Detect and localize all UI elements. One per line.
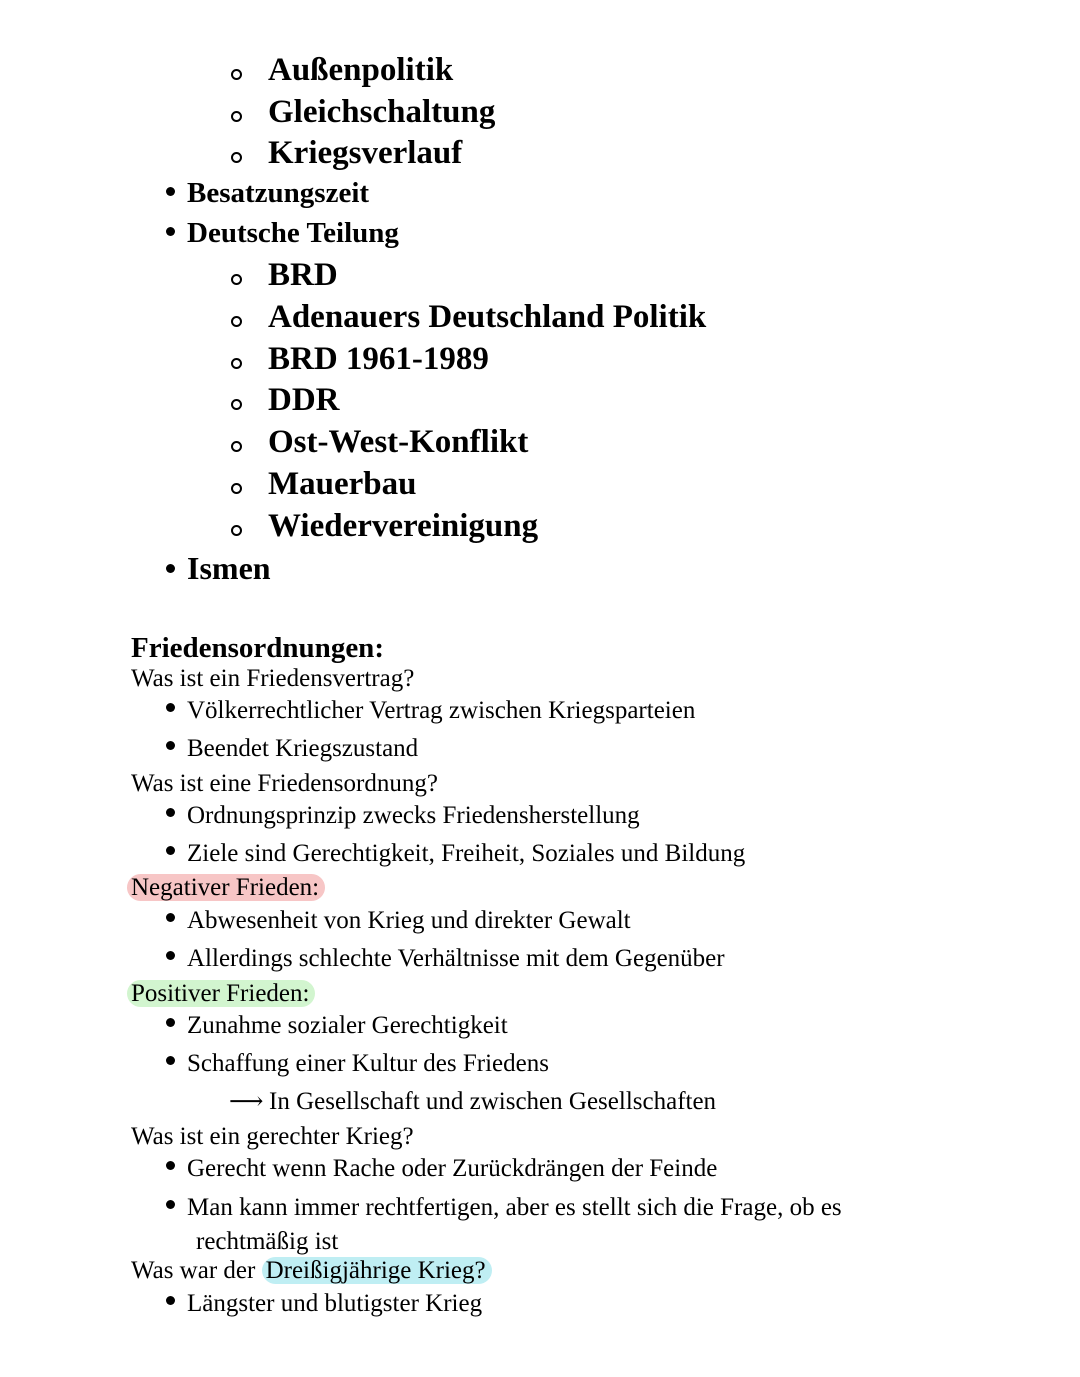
positive-highlight: Positiver Frieden: — [127, 980, 315, 1007]
question-highlight: Dreißigjährige Krieg? — [262, 1257, 492, 1284]
circle-bullet-icon — [231, 399, 242, 410]
bullet-dot-icon — [166, 808, 175, 817]
question-prefix: Was war der — [131, 1257, 262, 1284]
negative-peace-label — [131, 874, 325, 902]
negative-highlight: Negativer Frieden: — [127, 874, 325, 901]
circle-bullet-icon — [231, 69, 242, 80]
outline-sub-item: BRD 1961-1989 — [268, 341, 489, 377]
bullet-dot-icon — [166, 187, 175, 196]
outline-sub-item: Adenauers Deutschland Politik — [268, 299, 707, 335]
bullet-dot-icon — [166, 1161, 175, 1170]
bullet-dot-icon — [166, 1296, 175, 1305]
answer-point: Man kann immer rechtfertigen, aber es stellt sich die Frage, ob es — [187, 1194, 842, 1221]
positive-peace-label — [131, 980, 315, 1008]
outline-bullet-item: Ismen — [187, 550, 271, 586]
circle-bullet-icon — [231, 441, 242, 452]
answer-point: Ziele sind Gerechtigkeit, Freiheit, Soziales und Bildung — [187, 840, 746, 867]
question-text — [131, 1257, 492, 1285]
bullet-dot-icon — [166, 913, 175, 922]
circle-bullet-icon — [231, 152, 242, 163]
bullet-dot-icon — [166, 564, 175, 573]
circle-bullet-icon — [231, 274, 242, 285]
circle-bullet-icon — [231, 316, 242, 327]
answer-point: Ordnungsprinzip zwecks Friedensherstellung — [187, 802, 640, 829]
answer-point: Längster und blutigster Krieg — [187, 1290, 483, 1317]
outline-sub-item: Ost-West-Konflikt — [268, 424, 529, 460]
bullet-dot-icon — [166, 227, 175, 236]
outline-sub-item: DDR — [268, 382, 340, 418]
bullet-dot-icon — [166, 1200, 175, 1209]
answer-point: Allerdings schlechte Verhältnisse mit dem Gegenüber — [187, 945, 725, 972]
answer-point: Gerecht wenn Rache oder Zurückdrängen der Feinde — [187, 1155, 718, 1182]
bullet-dot-icon — [166, 703, 175, 712]
circle-bullet-icon — [231, 111, 242, 122]
outline-sub-item: Außenpolitik — [268, 52, 454, 88]
bullet-dot-icon — [166, 741, 175, 750]
answer-point: Zunahme sozialer Gerechtigkeit — [187, 1012, 508, 1039]
bullet-dot-icon — [166, 846, 175, 855]
circle-bullet-icon — [231, 483, 242, 494]
bullet-dot-icon — [166, 951, 175, 960]
bullet-dot-icon — [166, 1056, 175, 1065]
arrow-note: In Gesellschaft und zwischen Gesellschaften — [269, 1088, 717, 1115]
outline-sub-item: Mauerbau — [268, 466, 417, 502]
outline-sub-item: Kriegsverlauf — [268, 135, 463, 171]
answer-point: Völkerrechtlicher Vertrag zwischen Kriegsparteien — [187, 697, 696, 724]
section-heading: Friedensordnungen: — [131, 632, 384, 664]
outline-bullet-item: Besatzungszeit — [187, 177, 370, 209]
outline-sub-item: Wiedervereinigung — [268, 508, 539, 544]
answer-point: Beendet Kriegszustand — [187, 735, 419, 762]
outline-sub-item: Gleichschaltung — [268, 94, 496, 130]
bullet-dot-icon — [166, 1018, 175, 1027]
question-text: Was ist ein gerechter Krieg? — [131, 1123, 414, 1150]
answer-point: Schaffung einer Kultur des Friedens — [187, 1050, 549, 1077]
outline-sub-item: BRD — [268, 257, 338, 293]
answer-point-continuation: rechtmäßig ist — [196, 1228, 339, 1255]
circle-bullet-icon — [231, 358, 242, 369]
answer-point: Abwesenheit von Krieg und direkter Gewalt — [187, 907, 631, 934]
question-text: Was ist eine Friedensordnung? — [131, 770, 438, 797]
right-arrow-icon: ⟶ — [229, 1089, 264, 1115]
circle-bullet-icon — [231, 525, 242, 536]
question-text: Was ist ein Friedensvertrag? — [131, 665, 415, 692]
outline-bullet-item: Deutsche Teilung — [187, 217, 399, 249]
